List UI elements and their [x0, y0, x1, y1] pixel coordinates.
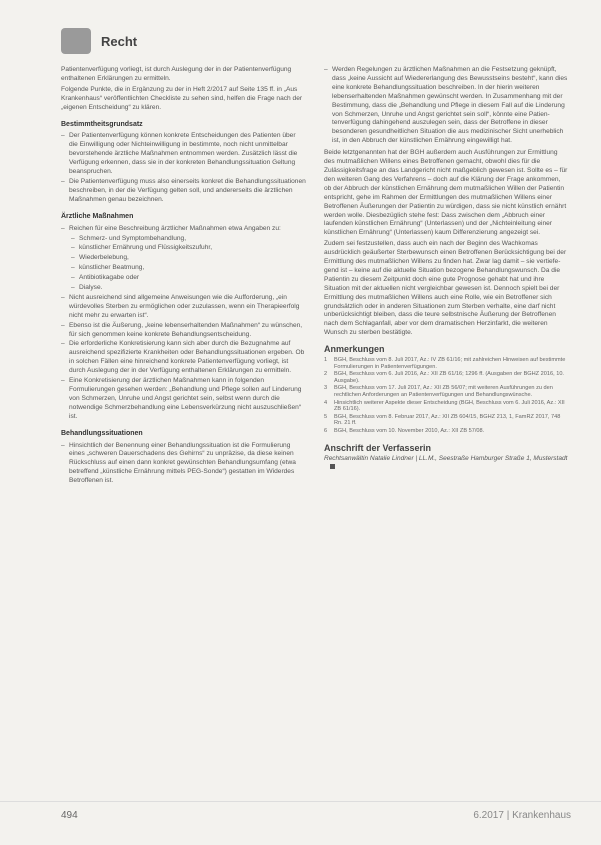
footnote-text: BGH, Beschluss vom 10. November 2010, Az.: XII ZB 57/08. [334, 428, 485, 435]
footnote [324, 357, 569, 370]
list-item: – Hinsichtlich der Benennung einer Behandlungssituation ist die Formulierung eines „schweren Dauerschadens des Gehirns“ zu unpräzise, da diese keinen Rückschluss auf einen dann konkret gewünschten Behandlungsumfang (etwa betreffend „künstliche Ernährung mittels PEG-Sonde“) gestatten im Widerdes Betroffenen ist. [69, 442, 306, 487]
footnotes [324, 357, 569, 435]
list-item: – Die erforderliche Konkretisierung kann sich aber durch die Bezugnahme auf ausreichend spezifizierte Krankheiten oder Behandlungssituationen ergeben. Ob in solchen Fällen eine hinreichend konkrete Patientenverfügung vorliegt, ist durch Auslegung der in der Verfügung enthaltenen Erklärungen zu ermitteln. [69, 340, 306, 376]
footer-divider [0, 801, 601, 802]
heading-bestimmtheit: Bestimmtheitsgrundsatz [61, 120, 143, 128]
footnote-number: 1 [324, 357, 328, 364]
right-column [324, 66, 569, 472]
footnote-text: Hinsichtlich weiterer Aspekte dieser Entscheidung (BGH, Beschluss vom 6. Juli 2016, Az.: XII ZB 61/16). [334, 399, 565, 413]
page-footer [61, 808, 571, 822]
footnote-number: 2 [324, 371, 328, 378]
footnote-text: BGH, Beschluss vom 8. Juli 2017, Az.: IV ZB 61/16; mit zahlreichen Hinweisen auf bestimmte Formulierungen in Patientenverfügungen. [334, 357, 566, 370]
author-address-heading: Anschrift der Verfasserin [324, 442, 432, 453]
footnote-number: 5 [324, 413, 328, 420]
section-tab-marker [61, 28, 91, 54]
intro-paragraph-2: Folgende Punkte, die in Ergänzung zu der in Heft 2/2017 auf Seite 135 ff. in „Aus Krankenhaus“ veröffentlichten Checkliste zu sehen sind, helfen die Frage nach der „eigenen Entscheidung“ zu klären. [61, 85, 303, 111]
list-item: – Nicht ausreichend sind allgemeine Anweisungen wie die Aufforderung, „ein würdevolles Sterben zu ermöglichen oder zuzulassen, wenn ein Therapieerfolg nicht mehr zu erwarten ist“. [69, 294, 306, 321]
footnote [324, 385, 569, 398]
author-address [324, 455, 569, 472]
footnote-number: 4 [324, 399, 328, 406]
list-item-text: Reichen für eine Beschreibung ärztlicher Maßnahmen etwa Angaben zu: [69, 224, 281, 232]
list-item: – Werden Regelungen zu ärztlichen Maßnahmen an die Festsetzung geknüpft, dass „keine Aussicht auf Wiedererlangung des Bewusstseins besteht“, kann dies eine konkrete Behandlungssituation beschreiben. In der hierin weiteren lebenserhaltenden Maßnahmen gewünscht werden. In Zusammenhang mit der Bestimmung, dass die „Behandlung und Pflege in diesem Fall auf die Linderung von Schmerzen, Unruhe und Angst gerichtet sein soll“, könnte eine Patientenverfügung dahingehend auszulegen sein, dass der Betroffene in dieser besonderen gesundheitlichen Situation die aus medizinischer Sicht unerheblich ist, in den Abbruch der künstlichen Ernährung eingewilligt hat. [332, 66, 569, 146]
sub-list [69, 235, 306, 293]
list-behandlungssituationen [61, 442, 306, 487]
list-continued [324, 66, 569, 146]
section-title: Recht [101, 33, 138, 49]
footnote-number: 3 [324, 385, 328, 392]
list-item: – Ebenso ist die Äußerung, „keine lebenserhaltenden Maßnahmen“ zu wünschen, für sich genommen keine konkrete Behandlungsentscheidung. [69, 322, 306, 340]
list-bestimmtheit [61, 132, 306, 204]
left-column [61, 66, 306, 489]
list-item: – Eine Konkretisierung der ärztlichen Maßnahmen kann in folgenden Formulierungen gesehen werden: „Behandlung und Pflege sollen auf Linderung von Schmerzen, Unruhe und Angst gerichtet sein, selbst wenn durch die notwendige Schmerzbehandlung eine Lebensverkürzung nicht auszuschließen“ ist. [69, 377, 306, 422]
body-paragraph-2: Zudem sei festzustellen, dass auch ein nach der Beginn des Wachkomas ausdrücklich geäußerter Sterbewunsch einen Betroffenen Berücksichtigung bei der Ermittlung des mutmaßlichen Willens zu finden hat. Zwar lag damit – sie vertiefegend ist – keine auf die aktuelle Situation bezogene Behandlungswunsch. Da die Patientin zu diesem Zeitpunkt doch eine gute Prognose gehabt hat und ihre Situation mit der aktuellen nicht vergleichbar gewesen ist. Dennoch spielt bei der Ermittlung des mutmaßlichen Willens auch eine Rolle, wie ein Betroffener sich grundsätzlich oder in anderen Situationen zum Sterben verhalte, eine darf nicht unberücksichtigt bleiben, dass die teure selbstnische Äußerung der Betroffenen nach dem Schlaganfall, aber vor dem dramatischen Herzinfarkt, die weiteren Wunsch zu sterben bestätigte. [324, 240, 567, 337]
sub-list-item: – Wiederbelebung, [79, 254, 306, 263]
footnote-text: BGH, Beschluss vom 8. Februar 2017, Az.: XII ZB 604/15, BGHZ 213, 1, FamRZ 2017, 748 Rn. 21 ff. [334, 413, 561, 427]
sub-list-item: – künstlicher Ernährung und Flüssigkeitszufuhr, [79, 244, 306, 253]
footnote-text: BGH, Beschluss vom 17. Juli 2017, Az.: XII ZB 56/07; mit weiteren Ausführungen zu den rechtlichen Anforderungen an Patientenverfügungen und Behandlungswünsche. [334, 385, 553, 399]
footnote [324, 400, 569, 413]
list-aerztliche-massnahmen [61, 225, 306, 422]
sub-list-item: – Schmerz- und Symptombehandlung, [79, 235, 306, 244]
end-of-article-square-icon [330, 464, 335, 469]
sub-list-item: – Dialyse. [79, 284, 306, 293]
sub-list-item: – Antibiotikagabe oder [79, 274, 306, 283]
body-paragraph-1: Beide letztgenannten hat der BGH außerdem auch Ausführungen zur Ermittlung des mutmaßlichen Willens eines Betroffenen gemacht, obwohl dies für die Zulässigkeitsfrage an das Landgericht nicht maßgeblich gewesen ist. Sollte es – für den weiteren Gang des Verfahrens – doch auf die Klärung der Frage ankommen, ob der Abbruch der künstlichen Ernährung dem mutmaßlichen Willen der Patientin entspricht, gehe im Rahmen der Ermittlungen des mutmaßlichen Willens einer Betroffenen Äußerungen der Patientin zu würdigen, dass sie nicht künstlich ernährt werden wolle. Diesbezüglich stehe fest: Dass zwischen dem „Abbruch einer laufenden künstlichen Ernährung“ (Unterlassen) und der „Nichteinleitung einer künstlichen Ernährung“ (Unterlassen) kaum Differenzierung angezeigt sei. [324, 149, 568, 237]
heading-aerztliche-massnahmen: Ärztliche Maßnahmen [61, 212, 134, 220]
page-header [61, 28, 137, 54]
list-item: – Der Patientenverfügung können konkrete Entscheidungen des Patienten über die Einwilligung oder Nichteinwilligung in bestimmte, noch nicht unmittelbar bevorstehende ärztliche Maßnahmen entnommen werden. Zusätzlich lässt die Verfügung erkennen, dass sie in der konkreten Behandlungssituation Geltung beanspruchen. [69, 132, 306, 177]
footnote [324, 371, 569, 384]
author-address-text: Rechtsanwältin Natalie Lindner | LL.M., Seestraße Hamburger Straße 1, Musterstadt [324, 454, 568, 462]
heading-behandlungssituationen: Behandlungssituationen [61, 429, 143, 437]
notes-heading: Anmerkungen [324, 344, 385, 355]
page-number: 494 [61, 809, 78, 821]
list-item: – Die Patientenverfügung muss also einerseits konkret die Behandlungssituationen beschreiben, in der die Verfügung gelten soll, und andererseits die ärztlichen Maßnahmen genau bezeichnen. [69, 178, 306, 205]
footnote-number: 6 [324, 428, 328, 435]
intro-paragraph-1: Patientenverfügung vorliegt, ist durch Auslegung der in der Patientenverfügung enthaltenen Erklärungen zu ermitteln. [61, 66, 292, 82]
footnote [324, 414, 569, 427]
issue-label: 6.2017 | Krankenhaus [473, 809, 571, 821]
footnote [324, 428, 569, 435]
footnote-text: BGH, Beschluss vom 6. Juli 2016, Az.: XII ZB 61/16; 1296 ff. (Ausgaben der BGHZ 2016, 10. Ausgabe). [334, 371, 564, 384]
sub-list-item: – künstlicher Beatmung, [79, 264, 306, 273]
list-item [69, 225, 306, 293]
